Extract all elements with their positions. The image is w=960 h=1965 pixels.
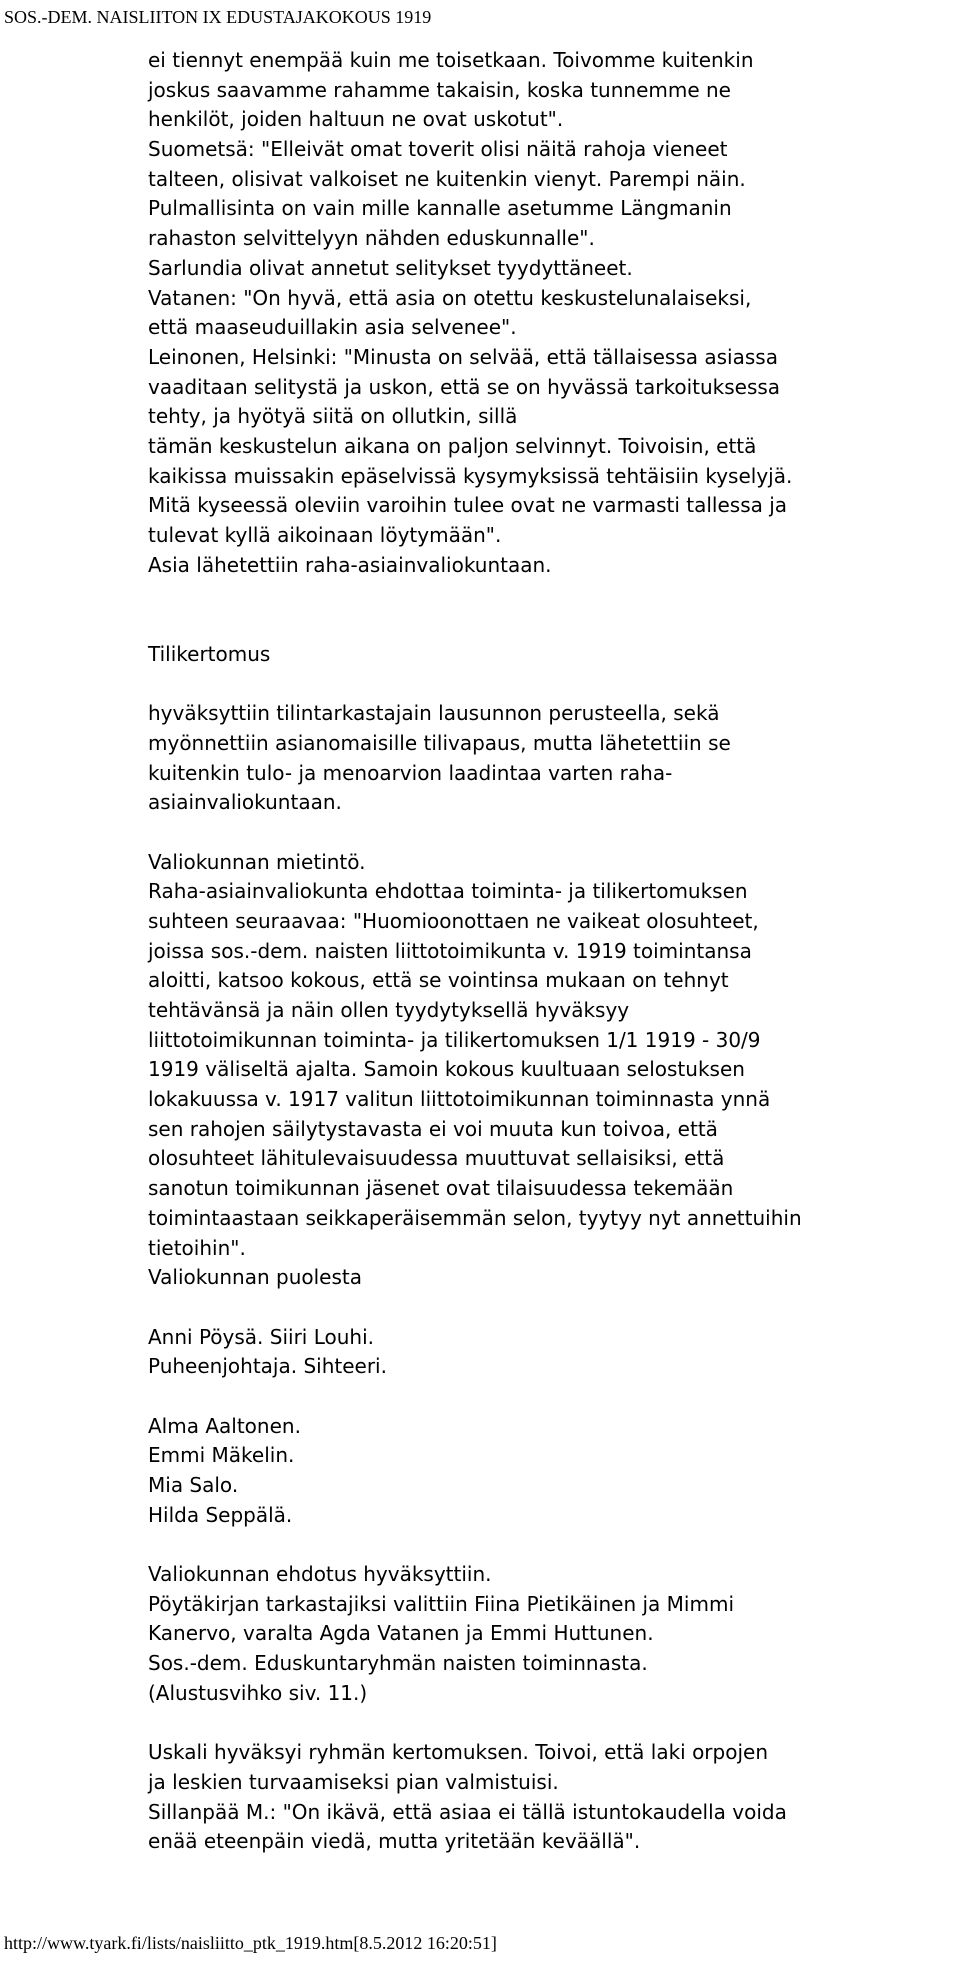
text-line: enää eteenpäin viedä, mutta yritetään keväällä". [148, 1829, 641, 1854]
text-line: Asia lähetettiin raha-asiainvaliokuntaan. [148, 552, 552, 577]
text-line: Pöytäkirjan tarkastajiksi valittiin Fiina Pietikäinen ja Mimmi [148, 1591, 735, 1616]
spacer [148, 1293, 948, 1323]
signature-names: Anni Pöysä. Siiri Louhi. [148, 1324, 374, 1349]
text-line: (Alustusvihko siv. 11.) [148, 1680, 368, 1705]
text-line: että maaseuduillakin asia selvenee". [148, 315, 517, 340]
text-line: olosuhteet lähitulevaisuudessa muuttuvat sellaisiksi, että [148, 1146, 725, 1171]
text-line: tehty, ja hyötyä siitä on ollutkin, sillä [148, 404, 518, 429]
text-line: Sos.-dem. Eduskuntaryhmän naisten toiminnasta. [148, 1651, 648, 1676]
spacer [148, 818, 948, 848]
spacer [148, 1709, 948, 1739]
text-line: tämän keskustelun aikana on paljon selvinnyt. Toivoisin, että [148, 433, 757, 458]
text-line: kaikissa muissakin epäselvissä kysymyksissä tehtäisiin kyselyjä. [148, 463, 793, 488]
text-line: Kanervo, varalta Agda Vatanen ja Emmi Huttunen. [148, 1621, 654, 1646]
text-line: tietoihin". [148, 1235, 246, 1260]
text-line: myönnettiin asianomaisille tilivapaus, mutta lähetettiin se [148, 730, 731, 755]
member-name: Alma Aaltonen. [148, 1413, 301, 1438]
text-line: sanotun toimikunnan jäsenet ovat tilaisuudessa tekemään [148, 1176, 734, 1201]
spacer [148, 669, 948, 699]
text-line: ei tiennyt enempää kuin me toisetkaan. Toivomme kuitenkin [148, 48, 754, 72]
text-line: Pulmallisinta on vain mille kannalle asetumme Längmanin [148, 196, 732, 221]
text-line: Valiokunnan mietintö. [148, 849, 366, 874]
text-line: ja leskien turvaamiseksi pian valmistuisi. [148, 1769, 559, 1794]
text-line: Sarlundia olivat annetut selitykset tyydyttäneet. [148, 255, 633, 280]
text-line: Valiokunnan puolesta [148, 1265, 363, 1290]
text-line: henkilöt, joiden haltuun ne ovat uskotut". [148, 107, 564, 132]
text-line: asiainvaliokuntaan. [148, 790, 342, 815]
document-body [148, 46, 948, 1857]
text-line: joissa sos.-dem. naisten liittotoimikunta v. 1919 toimintansa [148, 938, 752, 963]
text-line: liittotoimikunnan toiminta- ja tilikertomuksen 1/1 1919 - 30/9 [148, 1027, 761, 1052]
text-line: Raha-asiainvaliokunta ehdottaa toiminta- ja tilikertomuksen [148, 879, 748, 904]
section-heading-tilikertomus: Tilikertomus [148, 641, 271, 666]
text-line: Vatanen: "On hyvä, että asia on otettu keskustelunalaiseksi, [148, 285, 752, 310]
text-line: tulevat kyllä aikoinaan löytymään". [148, 523, 502, 547]
text-line: hyväksyttiin tilintarkastajain lausunnon perusteella, sekä [148, 701, 720, 726]
text-line: vaaditaan selitystä ja uskon, että se on hyvässä tarkoituksessa [148, 374, 781, 399]
text-line: rahaston selvittelyyn nähden eduskunnalle". [148, 226, 595, 251]
signature-titles: Puheenjohtaja. Sihteeri. [148, 1354, 387, 1379]
text-line: suhteen seuraavaa: "Huomioonottaen ne vaikeat olosuhteet, [148, 908, 759, 933]
text-line: aloitti, katsoo kokous, että se vointinsa mukaan on tehnyt [148, 968, 729, 993]
text-line: Suometsä: "Elleivät omat toverit olisi näitä rahoja vieneet [148, 137, 728, 162]
text-line: toimintaastaan seikkaperäisemmän selon, tyytyy nyt annettuihin [148, 1205, 802, 1230]
spacer [148, 1382, 948, 1412]
page-header: SOS.-DEM. NAISLIITON IX EDUSTAJAKOKOUS 1919 [4, 7, 432, 27]
text-line: Leinonen, Helsinki: "Minusta on selvää, että tällaisessa asiassa [148, 344, 778, 369]
spacer [148, 580, 948, 639]
text-line: Valiokunnan ehdotus hyväksyttiin. [148, 1562, 492, 1587]
text-line: kuitenkin tulo- ja menoarvion laadintaa varten raha- [148, 760, 673, 785]
spacer [148, 1530, 948, 1560]
member-name: Emmi Mäkelin. [148, 1443, 295, 1468]
text-line: Sillanpää M.: "On ikävä, että asiaa ei tällä istuntokaudella voida [148, 1799, 787, 1824]
text-line: tehtävänsä ja näin ollen tyydytyksellä hyväksyy [148, 998, 630, 1023]
text-line: sen rahojen säilytystavasta ei voi muuta kun toivoa, että [148, 1116, 718, 1141]
text-line: talteen, olisivat valkoiset ne kuitenkin vienyt. Parempi näin. [148, 166, 746, 191]
text-line: lokakuussa v. 1917 valitun liittotoimikunnan toiminnasta ynnä [148, 1087, 771, 1112]
page-footer-url: http://www.tyark.fi/lists/naisliitto_ptk_1919.htm[8.5.2012 16:20:51] [4, 1933, 497, 1953]
text-line: Uskali hyväksyi ryhmän kertomuksen. Toivoi, että laki orpojen [148, 1740, 768, 1765]
text-line: joskus saavamme rahamme takaisin, koska tunnemme ne [148, 77, 731, 102]
text-line: 1919 väliseltä ajalta. Samoin kokous kuultuaan selostuksen [148, 1057, 745, 1082]
member-name: Mia Salo. [148, 1473, 239, 1498]
text-line: Mitä kyseessä oleviin varoihin tulee ovat ne varmasti tallessa ja [148, 493, 788, 518]
member-name: Hilda Seppälä. [148, 1502, 293, 1527]
